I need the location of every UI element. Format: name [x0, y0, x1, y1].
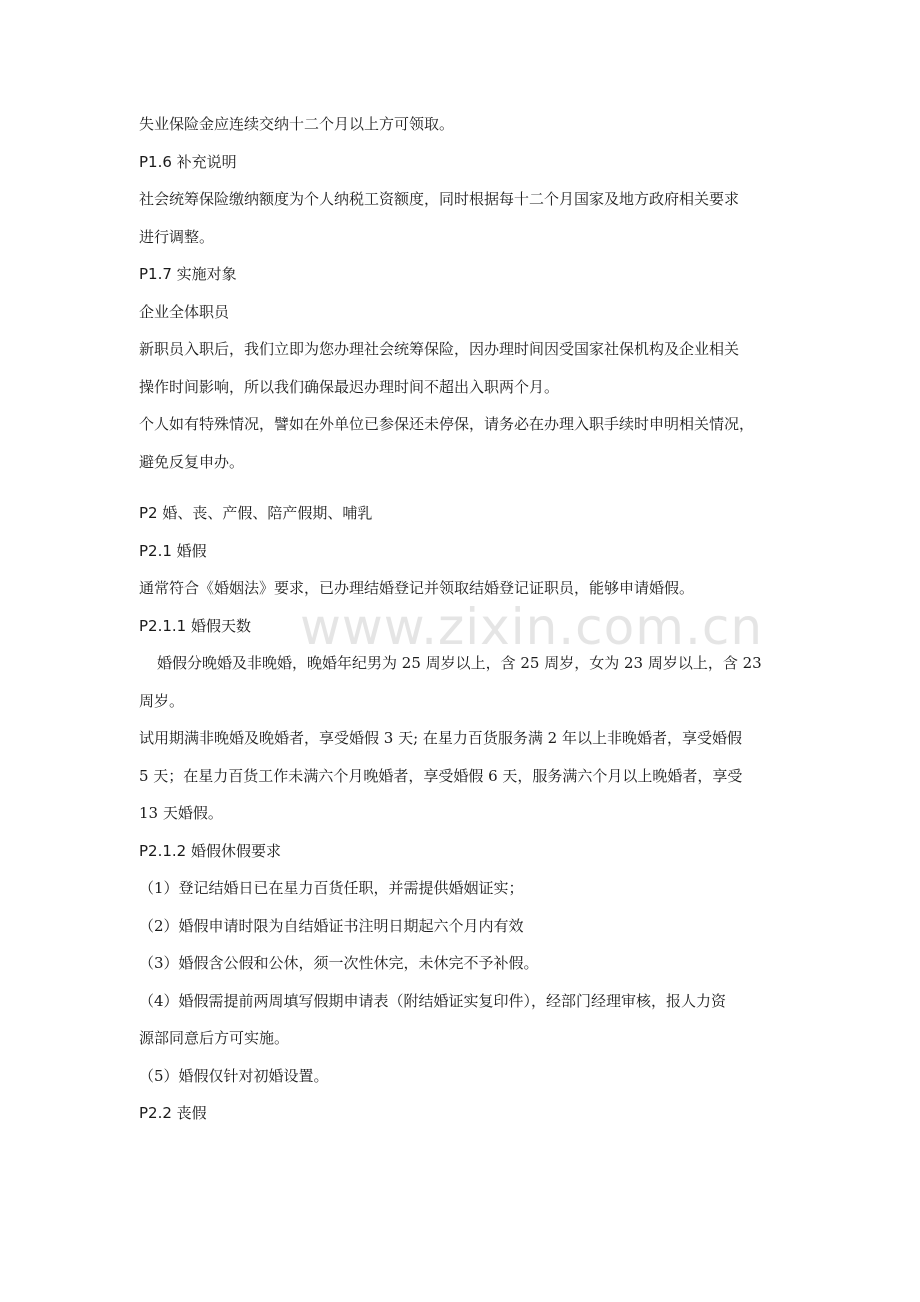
list-item: （5）婚假仅针对初婚设置。: [139, 1066, 329, 1085]
section-heading-p2-1-1: P2.1.1 婚假天数: [139, 616, 251, 635]
paragraph-line: 13 天婚假。: [139, 804, 223, 822]
document-page: [139, 114, 789, 1141]
paragraph-line: 社会统筹保险缴纳额度为个人纳税工资额度，同时根据每十二个月国家及地方政府相关要求: [139, 190, 740, 208]
paragraph-line: 新职员入职后，我们立即为您办理社会统筹保险，因办理时间因受国家社保机构及企业相关: [139, 340, 740, 358]
section-heading-p2-1: P2.1 婚假: [139, 541, 207, 560]
section-heading-p1-7: P1.7 实施对象: [139, 265, 237, 283]
section-heading-p2: P2 婚、丧、产假、陪产假期、哺乳: [139, 504, 373, 522]
paragraph-line: 5 天；在星力百货工作未满六个月晚婚者，享受婚假 6 天，服务满六个月以上晚婚者，享受: [139, 766, 743, 785]
list-item: （4）婚假需提前两周填写假期申请表（附结婚证实复印件），经部门经理审核，报人力资: [139, 991, 727, 1010]
paragraph-line: 进行调整。: [139, 227, 215, 246]
paragraph-line: 试用期满非晚婚及晚婚者，享受婚假 3 天; 在星力百货服务满 2 年以上非晚婚者，享受婚假: [139, 729, 742, 747]
list-item: 源部同意后方可实施。: [139, 1029, 290, 1047]
paragraph-line: 失业保险金应连续交纳十二个月以上方可领取。: [139, 115, 455, 133]
paragraph-line: 婚假分晚婚及非晚婚，晚婚年纪男为 25 周岁以上，含 25 周岁，女为 23 周岁以上，含 23: [157, 654, 762, 672]
paragraph-line: 周岁。: [139, 691, 185, 710]
section-heading-p2-2: P2.2 丧假: [139, 1104, 207, 1122]
watermark: www.zixin.com.cn: [300, 598, 764, 656]
section-heading-p1-6: P1.6 补充说明: [139, 152, 237, 171]
list-item: （2）婚假申请时限为自结婚证书注明日期起六个月内有效: [139, 916, 524, 935]
paragraph-line: 企业全体职员: [139, 302, 230, 321]
paragraph-line: 通常符合《婚姻法》要求，已办理结婚登记并领取结婚登记证职员，能够申请婚假。: [139, 579, 695, 597]
section-heading-p2-1-2: P2.1.2 婚假休假要求: [139, 841, 281, 860]
list-item: （1）登记结婚日已在星力百货任职，并需提供婚姻证实；: [139, 879, 524, 897]
paragraph-gap: [139, 489, 789, 503]
paragraph-line: 操作时间影响，所以我们确保最迟办理时间不超出入职两个月。: [139, 377, 560, 396]
paragraph-line: 个人如有特殊情况，譬如在外单位已参保还未停保，请务必在办理入职手续时申明相关情况，: [139, 415, 755, 433]
paragraph-line: 避免反复申办。: [139, 452, 245, 471]
list-item: （3）婚假含公假和公休，须一次性休完，未休完不予补假。: [139, 954, 539, 972]
